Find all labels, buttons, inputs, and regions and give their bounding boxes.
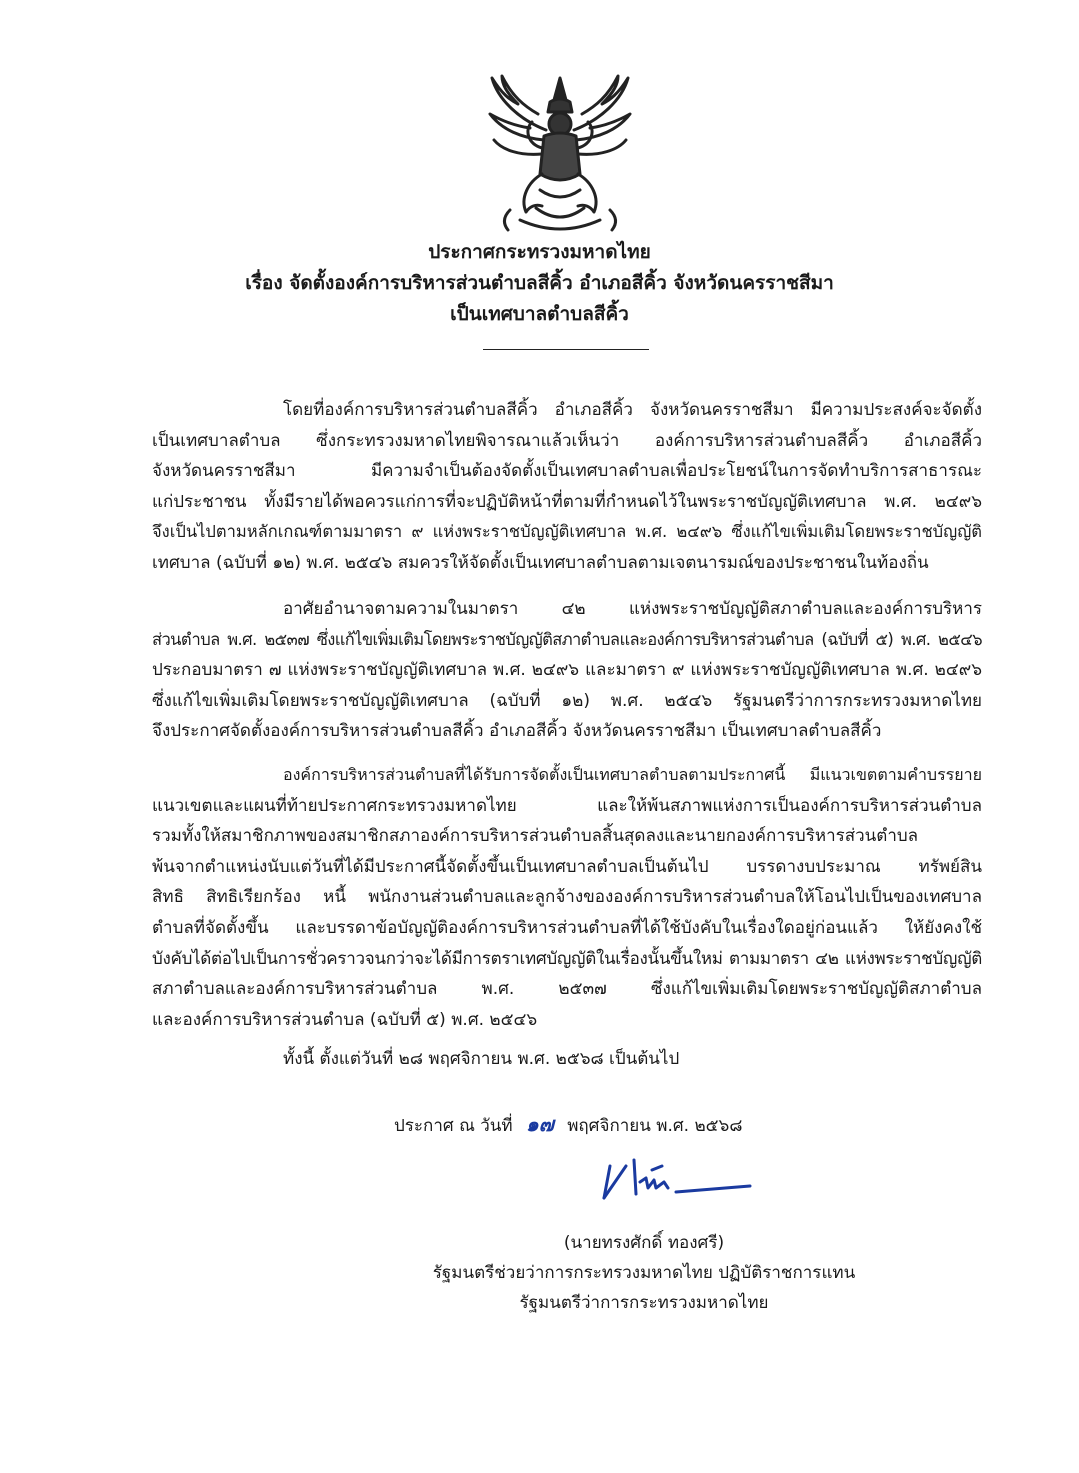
body-paragraph-4	[152, 1044, 982, 1075]
paragraph-line: เป็นเทศบาลตำบล ซึ่งกระทรวงมหาดไทยพิจารณาแล้วเห็นว่า องค์การบริหารส่วนตำบลสีคิ้ว อำเภอสีคิ้ว	[152, 430, 982, 451]
paragraph-line: สภาตำบลและองค์การบริหารส่วนตำบล พ.ศ. ๒๕๓๗ ซึ่งแก้ไขเพิ่มเติมโดยพระราชบัญญัติสภาตำบล	[152, 979, 982, 1000]
date-suffix: พฤศจิกายน พ.ศ. ๒๕๖๘	[567, 1116, 743, 1136]
body-paragraph-2	[152, 594, 982, 747]
announcement-subject-cont: เป็นเทศบาลตำบลสีคิ้ว	[450, 303, 629, 325]
paragraph-line: อาศัยอำนาจตามความในมาตรา ๔๒ แห่งพระราชบัญญัติสภาตำบลและองค์การบริหาร	[283, 599, 982, 619]
announcement-date	[394, 1108, 742, 1140]
announcement-subject: เรื่อง จัดตั้งองค์การบริหารส่วนตำบลสีคิ้ว อำเภอสีคิ้ว จังหวัดนครราชสีมา	[245, 272, 834, 294]
paragraph-line: ซึ่งแก้ไขเพิ่มเติมโดยพระราชบัญญัติเทศบาล (ฉบับที่ ๑๒) พ.ศ. ๒๕๔๖ รัฐมนตรีว่าการกระทรวงมหาดไทย	[152, 690, 982, 711]
signatory-name: (นายทรงศักดิ์ ทองศรี)	[563, 1233, 725, 1253]
announcement-title: ประกาศกระทรวงมหาดไทย	[428, 241, 651, 263]
header-divider	[483, 349, 649, 350]
paragraph-line: รวมทั้งให้สมาชิกภาพของสมาชิกสภาองค์การบริหารส่วนตำบลสิ้นสุดลงและนายกองค์การบริหารส่วนตำบล	[152, 826, 919, 847]
date-day: ๑๗	[526, 1112, 554, 1136]
paragraph-line: แนวเขตและแผนที่ท้ายประกาศกระทรวงมหาดไทย และให้พ้นสภาพแห่งการเป็นองค์การบริหารส่วนตำบล	[152, 795, 982, 816]
paragraph-line: โดยที่องค์การบริหารส่วนตำบลสีคิ้ว อำเภอสีคิ้ว จังหวัดนครราชสีมา มีความประสงค์จะจัดตั้ง	[283, 400, 982, 420]
signatory-position-cont: รัฐมนตรีว่าการกระทรวงมหาดไทย	[519, 1293, 769, 1313]
signatory-position: รัฐมนตรีช่วยว่าการกระทรวงมหาดไทย ปฏิบัติราชการแทน	[432, 1263, 856, 1283]
body-paragraph-3	[152, 760, 982, 1035]
paragraph-line: พ้นจากตำแหน่งนับแต่วันที่ได้มีประกาศนี้จัดตั้งขึ้นเป็นเทศบาลตำบลเป็นต้นไป บรรดางบประมาณ ทรัพย์สิน	[152, 856, 982, 877]
paragraph-line: บังคับได้ต่อไปเป็นการชั่วคราวจนกว่าจะได้มีการตราเทศบัญญัติในเรื่องนั้นขึ้นใหม่ ตามมาตรา ๔๒ แห่งพระราชบัญญัติ	[152, 948, 982, 969]
paragraph-line: ตำบลที่จัดตั้งขึ้น และบรรดาข้อบัญญัติองค์การบริหารส่วนตำบลที่ได้ใช้บังคับในเรื่องใดอยู่ก่อนแล้ว ให้ยังคงใช้	[152, 917, 982, 938]
paragraph-line: องค์การบริหารส่วนตำบลที่ได้รับการจัดตั้งเป็นเทศบาลตำบลตามประกาศนี้ มีแนวเขตตามคำบรรยาย	[283, 765, 982, 784]
signatory-block	[418, 1228, 870, 1318]
garuda-emblem-icon	[480, 70, 640, 240]
paragraph-line: สิทธิ สิทธิเรียกร้อง หนี้ พนักงานส่วนตำบลและลูกจ้างขององค์การบริหารส่วนตำบลให้โอนไปเป็นของเทศบาล	[152, 887, 982, 908]
date-prefix: ประกาศ ณ วันที่	[394, 1116, 513, 1136]
paragraph-line: ส่วนตำบล พ.ศ. ๒๕๓๗ ซึ่งแก้ไขเพิ่มเติมโดยพระราชบัญญัติสภาตำบลและองค์การบริหารส่วนตำบล (ฉบับที่ ๕) พ.ศ. ๒๕๔๖	[152, 629, 982, 649]
document-header	[0, 237, 1079, 330]
handwritten-signature	[596, 1152, 756, 1212]
paragraph-line: ทั้งนี้ ตั้งแต่วันที่ ๒๘ พฤศจิกายน พ.ศ. ๒๕๖๘ เป็นต้นไป	[283, 1049, 680, 1069]
paragraph-line: เทศบาล (ฉบับที่ ๑๒) พ.ศ. ๒๕๔๖ สมควรให้จัดตั้งเป็นเทศบาลตำบลตามเจตนารมณ์ของประชาชนในท้องถิ่น	[152, 552, 929, 573]
paragraph-line: แก่ประชาชน ทั้งมีรายได้พอควรแก่การที่จะปฏิบัติหน้าที่ตามที่กำหนดไว้ในพระราชบัญญัติเทศบาล พ.ศ. ๒๔๙๖	[152, 491, 982, 512]
body-paragraph-1	[152, 395, 982, 579]
paragraph-line: ประกอบมาตรา ๗ แห่งพระราชบัญญัติเทศบาล พ.ศ. ๒๔๙๖ และมาตรา ๙ แห่งพระราชบัญญัติเทศบาล พ.ศ. ๒๔๙๖	[152, 660, 982, 681]
paragraph-line: จึงประกาศจัดตั้งองค์การบริหารส่วนตำบลสีคิ้ว อำเภอสีคิ้ว จังหวัดนครราชสีมา เป็นเทศบาลตำบลสีคิ้ว	[152, 721, 882, 742]
paragraph-line: จึงเป็นไปตามหลักเกณฑ์ตามมาตรา ๙ แห่งพระราชบัญญัติเทศบาล พ.ศ. ๒๔๙๖ ซึ่งแก้ไขเพิ่มเติมโดยพระราชบัญญัติ	[152, 522, 982, 542]
paragraph-line: จังหวัดนครราชสีมา มีความจำเป็นต้องจัดตั้งเป็นเทศบาลตำบลเพื่อประโยชน์ในการจัดทำบริการสาธารณะ	[152, 461, 982, 482]
paragraph-line: และองค์การบริหารส่วนตำบล (ฉบับที่ ๕) พ.ศ. ๒๕๔๖	[152, 1009, 538, 1030]
